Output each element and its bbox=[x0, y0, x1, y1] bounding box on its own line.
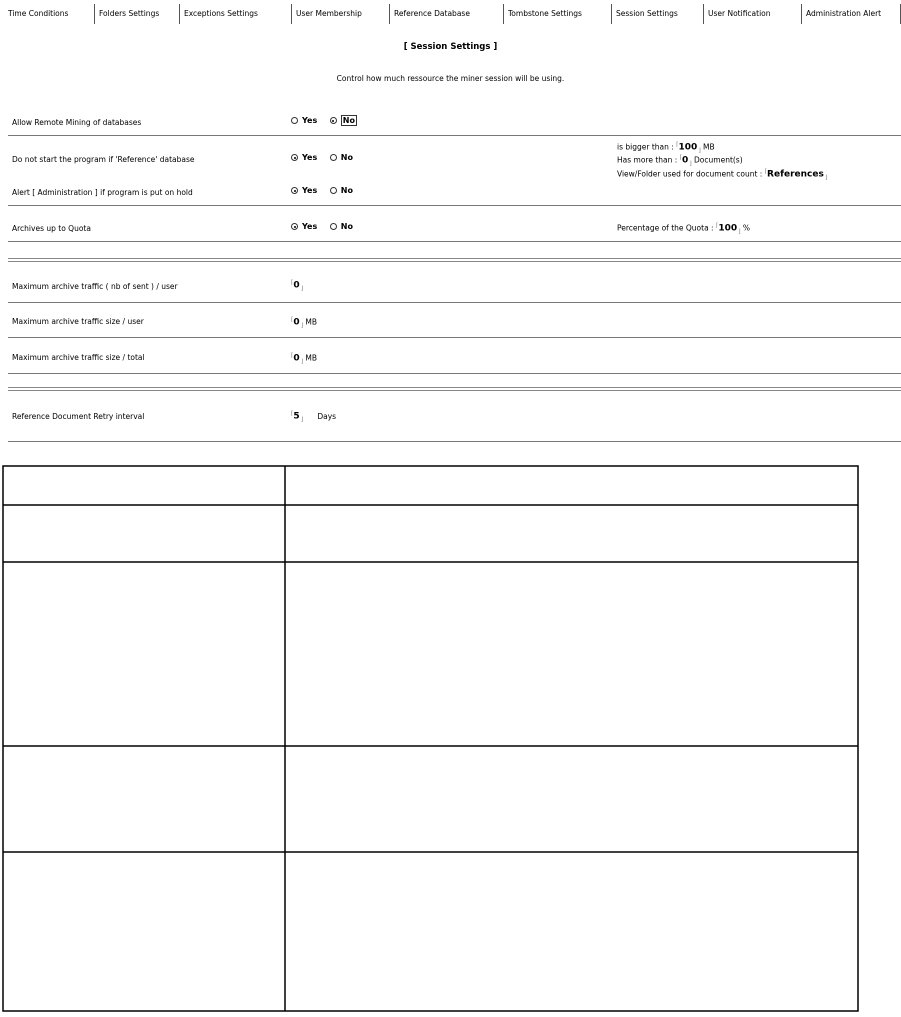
archives-quota-yes-label: Yes bbox=[302, 222, 318, 231]
tab-tombstone-settings[interactable]: Tombstone Settings bbox=[504, 4, 612, 24]
traffic-size-user-label: Maximum archive traffic size / user bbox=[12, 317, 144, 326]
quota-percentage: Percentage of the Quota : $^⌈100_⌋$ % bbox=[617, 222, 750, 235]
tab-user-notification[interactable]: User Notification bbox=[704, 4, 802, 24]
retry-interval-label: Reference Document Retry interval bbox=[12, 412, 145, 421]
traffic-size-total-field[interactable]: 0 bbox=[293, 353, 300, 364]
archives-quota-no-label: No bbox=[340, 222, 353, 231]
traffic-sent-label: Maximum archive traffic ( nb of sent ) / user bbox=[12, 282, 178, 291]
traffic-size-total-field-wrap: $^⌈0_⌋$ MB bbox=[291, 352, 317, 365]
no-start-no-label: No bbox=[340, 153, 353, 162]
doc-count-field[interactable]: 0 bbox=[682, 155, 689, 166]
size-condition-label: is bigger than : bbox=[617, 142, 674, 152]
doc-count-unit: Document(s) bbox=[694, 155, 743, 165]
traffic-sent-field-wrap: $^⌈0_⌋$ bbox=[291, 279, 303, 292]
traffic-sent-field[interactable]: 0 bbox=[293, 280, 300, 291]
view-folder-field[interactable]: References bbox=[767, 169, 824, 180]
tab-reference-database[interactable]: Reference Database bbox=[390, 4, 504, 24]
retry-interval-field[interactable]: 5 bbox=[293, 411, 300, 422]
alert-admin-label: Alert [ Administration ] if program is put on hold bbox=[12, 188, 193, 197]
tab-folders-settings[interactable]: Folders Settings bbox=[95, 4, 180, 24]
no-start-label: Do not start the program if 'Reference' database bbox=[12, 155, 195, 164]
retry-interval-field-wrap: $^⌈5_⌋$ Days bbox=[291, 410, 337, 423]
page-subtitle: Control how much ressource the miner session will be using. bbox=[336, 74, 565, 83]
tab-exceptions-settings[interactable]: Exceptions Settings bbox=[180, 4, 292, 24]
table-border bbox=[3, 466, 858, 1011]
quota-percentage-field[interactable]: 100 bbox=[718, 223, 738, 234]
quota-percentage-unit: % bbox=[742, 223, 750, 233]
traffic-size-user-field-wrap: $^⌈0_⌋$ MB bbox=[291, 316, 317, 329]
traffic-size-total-unit: MB bbox=[305, 353, 317, 363]
view-folder-label: View/Folder used for document count : bbox=[617, 169, 763, 179]
quota-percentage-label: Percentage of the Quota : bbox=[617, 223, 714, 233]
doc-count-label: Has more than : bbox=[617, 155, 678, 165]
traffic-size-user-field[interactable]: 0 bbox=[293, 317, 300, 328]
alert-admin-no-label: No bbox=[340, 186, 353, 195]
remote-mining-label: Allow Remote Mining of databases bbox=[12, 118, 142, 127]
alert-admin-yes-label: Yes bbox=[302, 186, 318, 195]
remote-mining-no-label: No bbox=[342, 116, 355, 125]
archives-quota-label: Archives up to Quota bbox=[12, 224, 91, 233]
size-threshold-field[interactable]: 100 bbox=[678, 142, 698, 153]
tab-user-membership[interactable]: User Membership bbox=[292, 4, 390, 24]
tab-session-settings[interactable]: Session Settings bbox=[612, 4, 704, 24]
size-unit: MB bbox=[703, 142, 715, 152]
remote-mining-yes-label: Yes bbox=[302, 116, 318, 125]
view-folder-condition: View/Folder used for document count : ⌈References$_⌋$ bbox=[617, 168, 828, 181]
doc-count-condition: Has more than : $^⌈0_⌋$ Document(s) bbox=[617, 154, 743, 167]
tab-administration-alert[interactable]: Administration Alert bbox=[802, 4, 901, 24]
retry-interval-unit: Days bbox=[317, 411, 337, 421]
page-title: [ Session Settings ] bbox=[403, 42, 498, 52]
size-condition: is bigger than : $^⌈100_⌋$ MB bbox=[617, 141, 715, 154]
tab-time-conditions[interactable]: Time Conditions bbox=[4, 4, 95, 24]
traffic-size-user-unit: MB bbox=[305, 317, 317, 327]
traffic-size-total-label: Maximum archive traffic size / total bbox=[12, 353, 145, 362]
no-start-yes-label: Yes bbox=[302, 153, 318, 162]
